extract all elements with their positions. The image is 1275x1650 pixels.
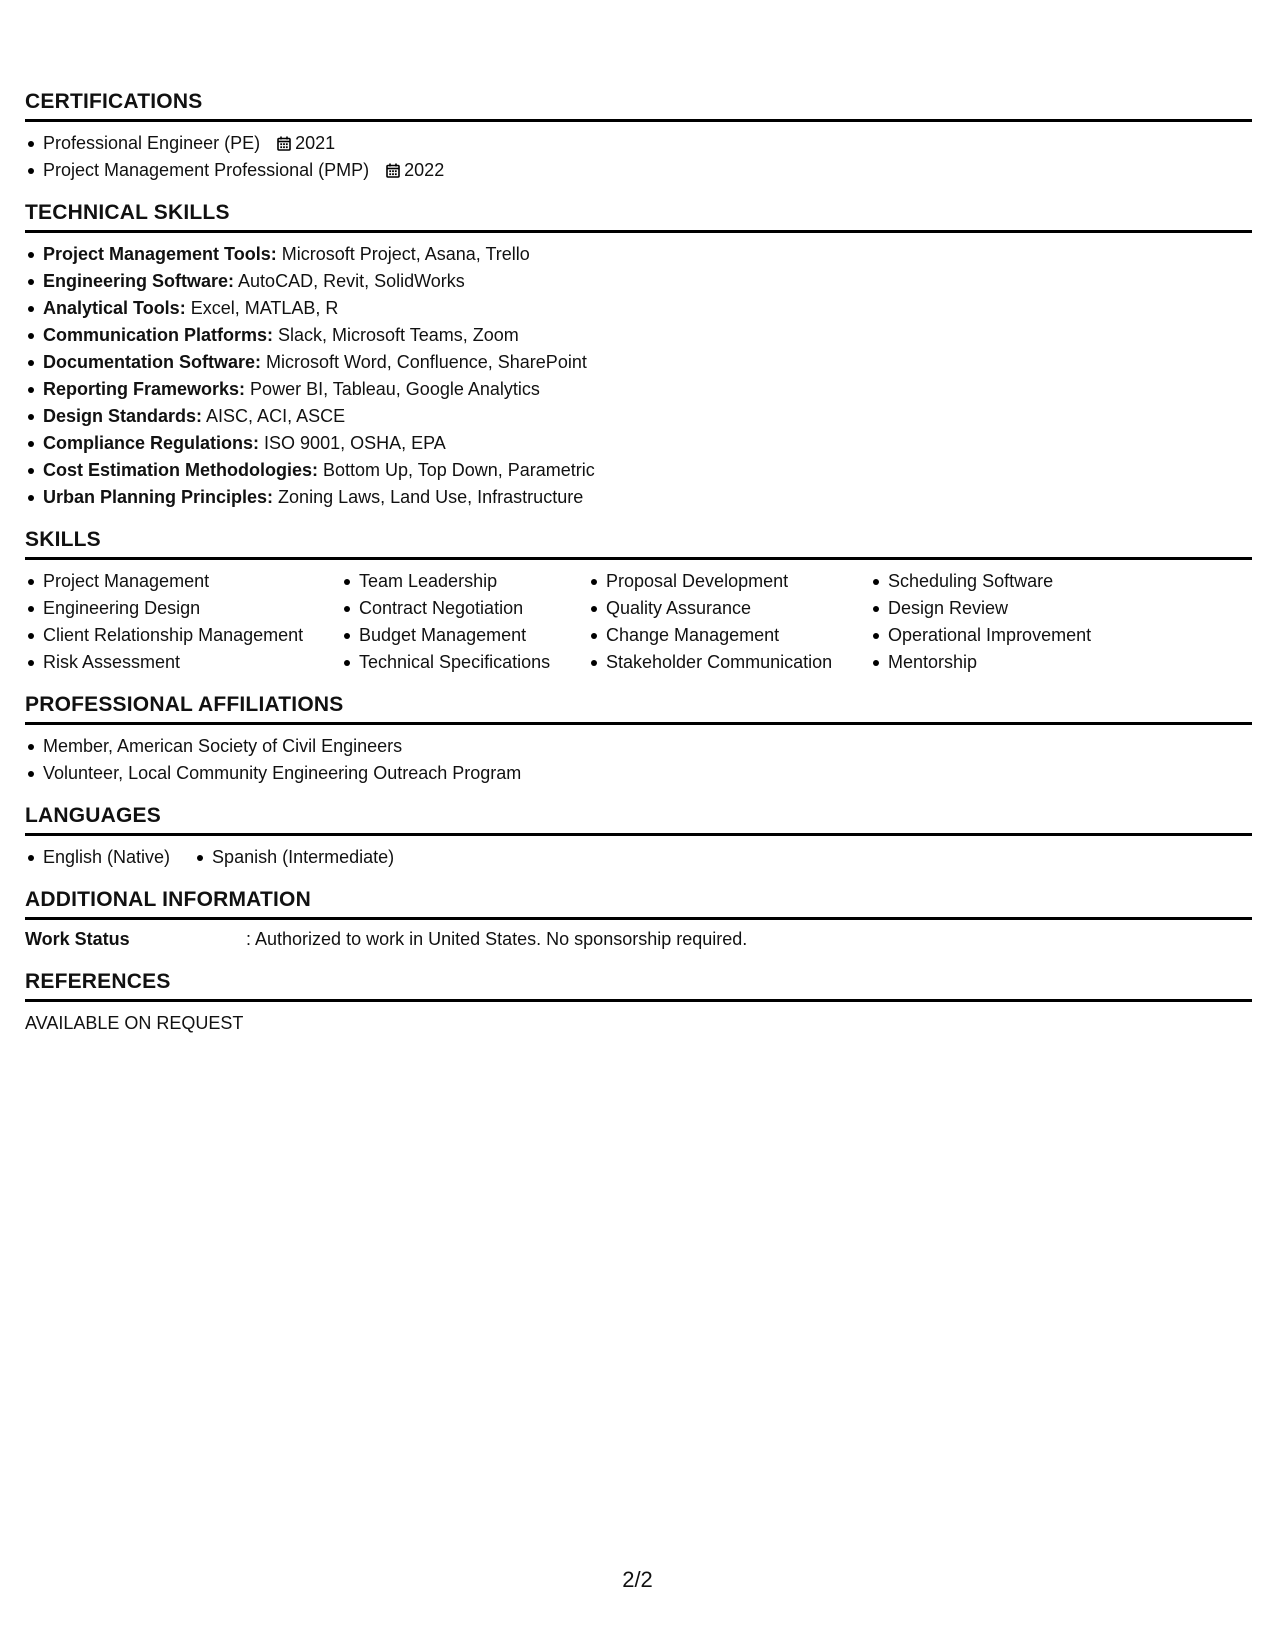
bullet-icon	[344, 579, 350, 585]
skill-item	[870, 568, 1170, 595]
bullet-icon	[28, 771, 34, 777]
bullet-icon	[344, 660, 350, 666]
bullet-icon	[28, 141, 34, 147]
bullet-icon	[344, 633, 350, 639]
bullet-icon	[28, 333, 34, 339]
calendar-icon	[277, 136, 291, 151]
technical-skills-section	[25, 199, 1252, 511]
bullet-icon	[873, 633, 879, 639]
skill-values: Microsoft Word, Confluence, SharePoint	[261, 352, 587, 372]
skills-section	[25, 526, 1252, 676]
bullet-icon	[28, 660, 34, 666]
language-item	[194, 844, 394, 871]
certifications-section	[25, 88, 1252, 184]
technical-skill-item	[25, 376, 1252, 403]
bullet-icon	[28, 360, 34, 366]
skill-item	[588, 622, 870, 649]
bullet-icon	[873, 660, 879, 666]
certification-name: Professional Engineer (PE)	[43, 133, 261, 153]
affiliation-item	[25, 760, 1252, 787]
skill-label: Technical Specifications	[359, 652, 551, 672]
language-label: English (Native)	[43, 847, 171, 867]
skill-values: Excel, MATLAB, R	[185, 298, 339, 318]
certification-year: 2021	[295, 133, 336, 153]
bullet-icon	[28, 279, 34, 285]
certification-year: 2022	[404, 160, 445, 180]
skill-item	[341, 622, 588, 649]
bullet-icon	[873, 579, 879, 585]
skill-item	[25, 649, 341, 676]
work-status-row	[25, 926, 1252, 953]
technical-skills-list	[25, 241, 1252, 511]
skill-label: Design Review	[888, 598, 1009, 618]
bullet-icon	[344, 606, 350, 612]
skill-label: Project Management	[43, 571, 210, 591]
section-title: SKILLS	[25, 526, 1252, 560]
skill-category: Urban Planning Principles:	[43, 487, 274, 507]
bullet-icon	[28, 744, 34, 750]
skill-item	[341, 649, 588, 676]
affiliation-item	[25, 733, 1252, 760]
skill-category: Engineering Software:	[43, 271, 235, 291]
technical-skill-item	[25, 295, 1252, 322]
skill-item	[588, 595, 870, 622]
bullet-icon	[591, 579, 597, 585]
skill-category: Compliance Regulations:	[43, 433, 260, 453]
skill-label: Scheduling Software	[888, 571, 1054, 591]
skill-item	[870, 622, 1170, 649]
skill-values: AISC, ACI, ASCE	[202, 406, 346, 426]
bullet-icon	[28, 855, 34, 861]
technical-skill-item	[25, 322, 1252, 349]
bullet-icon	[28, 633, 34, 639]
skill-values: Power BI, Tableau, Google Analytics	[245, 379, 540, 399]
bullet-icon	[28, 441, 34, 447]
skill-label: Client Relationship Management	[43, 625, 304, 645]
additional-info-section	[25, 886, 1252, 953]
affiliations-list	[25, 733, 1252, 787]
skill-values: AutoCAD, Revit, SolidWorks	[234, 271, 465, 291]
affiliation-label: Volunteer, Local Community Engineering Outreach Program	[43, 763, 522, 783]
bullet-icon	[197, 855, 203, 861]
references-section	[25, 968, 1252, 1037]
technical-skill-item	[25, 268, 1252, 295]
skill-label: Change Management	[606, 625, 780, 645]
skill-category: Documentation Software:	[43, 352, 262, 372]
work-status-label: Work Status	[25, 929, 130, 949]
section-title: PROFESSIONAL AFFILIATIONS	[25, 691, 1252, 725]
calendar-icon	[386, 163, 400, 178]
bullet-icon	[28, 168, 34, 174]
language-item	[25, 844, 170, 871]
section-title: ADDITIONAL INFORMATION	[25, 886, 1252, 920]
skills-column	[588, 568, 870, 676]
skill-values: Microsoft Project, Asana, Trello	[276, 244, 530, 264]
bullet-icon	[591, 633, 597, 639]
skills-column	[341, 568, 588, 676]
bullet-icon	[28, 252, 34, 258]
skill-category: Project Management Tools:	[43, 244, 277, 264]
bullet-icon	[873, 606, 879, 612]
affiliations-section	[25, 691, 1252, 787]
bullet-icon	[28, 306, 34, 312]
technical-skill-item	[25, 457, 1252, 484]
section-title: TECHNICAL SKILLS	[25, 199, 1252, 233]
skill-label: Proposal Development	[606, 571, 789, 591]
section-title: CERTIFICATIONS	[25, 88, 1252, 122]
skill-item	[25, 595, 341, 622]
skills-column	[25, 568, 341, 676]
skill-label: Team Leadership	[359, 571, 498, 591]
languages-section	[25, 802, 1252, 871]
skill-label: Risk Assessment	[43, 652, 181, 672]
bullet-icon	[28, 606, 34, 612]
resume-page	[25, 88, 1252, 1037]
languages-list	[25, 844, 418, 871]
certification-item	[25, 157, 1252, 184]
technical-skill-item	[25, 241, 1252, 268]
skill-category: Cost Estimation Methodologies:	[43, 460, 319, 480]
skill-category: Design Standards:	[43, 406, 203, 426]
technical-skill-item	[25, 430, 1252, 457]
bullet-icon	[28, 579, 34, 585]
skill-item	[25, 622, 341, 649]
skill-item	[25, 568, 341, 595]
skills-grid	[25, 568, 1252, 676]
bullet-icon	[591, 606, 597, 612]
skill-item	[341, 568, 588, 595]
section-title: REFERENCES	[25, 968, 1252, 1002]
section-title: LANGUAGES	[25, 802, 1252, 836]
skill-label: Budget Management	[359, 625, 527, 645]
skill-item	[870, 649, 1170, 676]
skill-category: Reporting Frameworks:	[43, 379, 246, 399]
skill-item	[588, 649, 870, 676]
bullet-icon	[28, 495, 34, 501]
bullet-icon	[28, 387, 34, 393]
bullet-icon	[28, 414, 34, 420]
technical-skill-item	[25, 403, 1252, 430]
certifications-list	[25, 130, 1252, 184]
skill-label: Engineering Design	[43, 598, 201, 618]
skill-item	[588, 568, 870, 595]
skill-category: Analytical Tools:	[43, 298, 186, 318]
skill-values: Slack, Microsoft Teams, Zoom	[273, 325, 519, 345]
skills-column	[870, 568, 1170, 676]
skill-category: Communication Platforms:	[43, 325, 274, 345]
references-text: AVAILABLE ON REQUEST	[25, 1013, 244, 1033]
bullet-icon	[28, 468, 34, 474]
skill-label: Mentorship	[888, 652, 978, 672]
technical-skill-item	[25, 349, 1252, 376]
skill-values: ISO 9001, OSHA, EPA	[259, 433, 446, 453]
skill-label: Quality Assurance	[606, 598, 752, 618]
certification-item	[25, 130, 1252, 157]
language-label: Spanish (Intermediate)	[212, 847, 395, 867]
skill-item	[870, 595, 1170, 622]
skill-label: Operational Improvement	[888, 625, 1092, 645]
skill-label: Contract Negotiation	[359, 598, 524, 618]
bullet-icon	[591, 660, 597, 666]
skill-label: Stakeholder Communication	[606, 652, 833, 672]
skill-values: Bottom Up, Top Down, Parametric	[318, 460, 595, 480]
skill-item	[341, 595, 588, 622]
skill-values: Zoning Laws, Land Use, Infrastructure	[273, 487, 584, 507]
page-number: 2/2	[622, 1567, 653, 1592]
technical-skill-item	[25, 484, 1252, 511]
certification-name: Project Management Professional (PMP)	[43, 160, 370, 180]
languages-list-wrap	[25, 844, 1252, 871]
work-status-value: : Authorized to work in United States. No sponsorship required.	[246, 929, 748, 949]
affiliation-label: Member, American Society of Civil Engineers	[43, 736, 403, 756]
